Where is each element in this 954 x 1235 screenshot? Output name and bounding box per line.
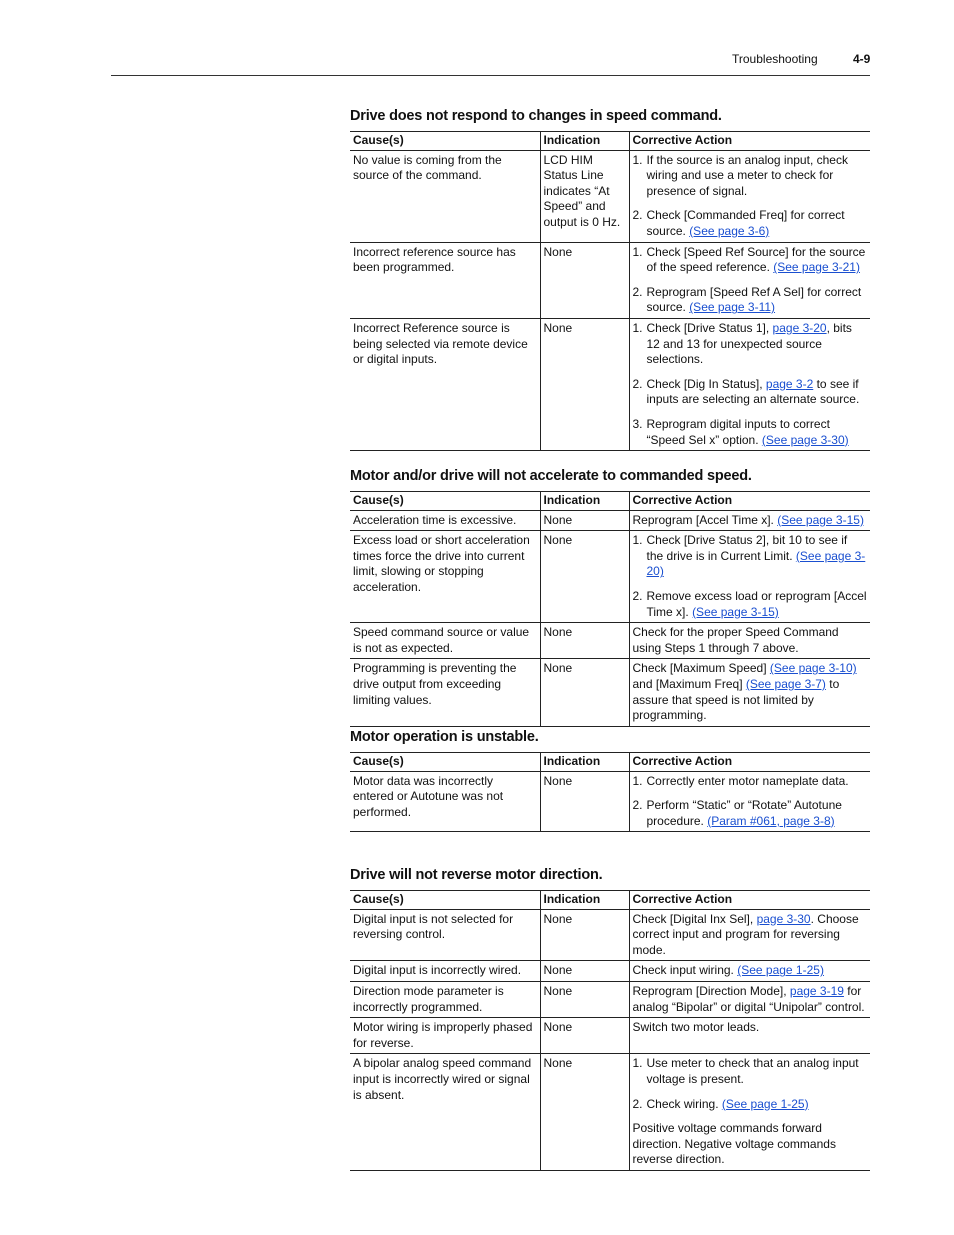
- indication-header: Indication: [540, 753, 629, 772]
- text-run: and [Maximum Freq]: [632, 676, 746, 691]
- indication-cell: None: [540, 1018, 629, 1054]
- step-number: 1.: [632, 152, 643, 167]
- action-cell: [629, 242, 870, 318]
- step-number: 1.: [632, 1056, 643, 1071]
- page-link[interactable]: (See page 3-6): [689, 223, 770, 238]
- step-text: [647, 774, 868, 790]
- action-cell: [629, 531, 870, 623]
- indication-cell: LCD HIM Status Line indicates “At Speed” and output is 0 Hz.: [540, 150, 629, 242]
- indication-cell: None: [540, 510, 629, 531]
- step-text: [647, 153, 868, 200]
- text-run: , bits 12 and 13 for unexpected source selections.: [646, 320, 852, 367]
- text-run: to assure that speed is not limited by programming.: [632, 676, 840, 723]
- action-step: [633, 1056, 868, 1087]
- text-run: Check [Digital Inx Sel],: [632, 911, 757, 926]
- cause-header: Cause(s): [350, 492, 540, 511]
- action-step: [633, 533, 868, 580]
- text-run: Perform “Static” or “Rotate” Autotune procedure.: [646, 798, 842, 828]
- cause-header: Cause(s): [350, 753, 540, 772]
- action-cell: [629, 510, 870, 531]
- action-text: [633, 661, 868, 723]
- section-title: Drive will not reverse motor direction.: [350, 867, 603, 883]
- action-cell: [629, 1054, 870, 1171]
- action-header: Corrective Action: [629, 492, 870, 511]
- cause-cell: Digital input is incorrectly wired.: [350, 961, 540, 982]
- table-row: [350, 150, 870, 242]
- step-number: 2.: [632, 284, 643, 299]
- page-link[interactable]: (See page 1-25): [737, 963, 824, 978]
- table-row: [350, 1018, 870, 1054]
- text-run: Check [Dig In Status],: [646, 376, 766, 391]
- step-text: [647, 1056, 868, 1087]
- indication-cell: None: [540, 909, 629, 961]
- action-step: [633, 245, 868, 276]
- step-number: 2.: [632, 208, 643, 223]
- table-header-row: [350, 132, 870, 151]
- action-text: [633, 984, 868, 1015]
- cause-cell: A bipolar analog speed command input is incorrectly wired or signal is absent.: [350, 1054, 540, 1171]
- action-list: [633, 245, 868, 316]
- page-link[interactable]: (See page 3-15): [692, 604, 779, 619]
- cause-cell: Acceleration time is excessive.: [350, 510, 540, 531]
- action-step: [633, 377, 868, 408]
- text-run: Check [Maximum Speed]: [632, 661, 770, 676]
- table-row: [350, 318, 870, 450]
- action-step: [633, 153, 868, 200]
- indication-header: Indication: [540, 132, 629, 151]
- action-cell: [629, 909, 870, 961]
- page-link[interactable]: (See page 3-20): [646, 548, 866, 579]
- page-link[interactable]: (See page 3-15): [777, 512, 864, 527]
- indication-cell: None: [540, 1054, 629, 1171]
- text-run: Reprogram [Speed Ref A Sel] for correct source.: [646, 284, 862, 315]
- text-run: Correctly enter motor nameplate data.: [646, 773, 849, 788]
- action-list: [633, 774, 868, 830]
- text-run: Check wiring.: [646, 1096, 722, 1111]
- action-step: [633, 774, 868, 790]
- section-title: Motor and/or drive will not accelerate to commanded speed.: [350, 468, 752, 484]
- text-run: If the source is an analog input, check wiring and use a meter to check for presence of signal.: [646, 152, 848, 198]
- section-title: Drive does not respond to changes in speed command.: [350, 108, 722, 124]
- cause-header: Cause(s): [350, 132, 540, 151]
- troubleshooting-table: [350, 890, 870, 1171]
- step-number: 2.: [632, 798, 643, 813]
- action-cell: [629, 623, 870, 659]
- cause-cell: No value is coming from the source of the command.: [350, 150, 540, 242]
- action-text: [633, 963, 868, 979]
- action-step: [633, 417, 868, 448]
- page-link[interactable]: (See page 3-21): [773, 260, 860, 275]
- page-link[interactable]: (See page 3-10): [769, 661, 857, 676]
- table-row: [350, 531, 870, 623]
- action-cell: [629, 318, 870, 450]
- action-header: Corrective Action: [629, 132, 870, 151]
- indication-cell: None: [540, 961, 629, 982]
- indication-cell: None: [540, 242, 629, 318]
- section-no-speed-response: [350, 108, 870, 451]
- text-run: . Choose correct input and program for reversing mode.: [632, 911, 859, 957]
- step-text: [647, 798, 868, 829]
- page-link[interactable]: (See page 3-11): [689, 300, 776, 315]
- indication-cell: None: [540, 981, 629, 1017]
- text-run: for analog “Bipolar” or digital “Unipolar” control.: [632, 983, 865, 1014]
- action-step: [633, 285, 868, 316]
- troubleshooting-table: [350, 752, 870, 832]
- table-row: [350, 510, 870, 531]
- table-row: [350, 771, 870, 832]
- action-text: [633, 912, 868, 959]
- cause-cell: Programming is preventing the drive output from exceeding limiting values.: [350, 659, 540, 726]
- step-text: [647, 208, 868, 239]
- action-cell: [629, 150, 870, 242]
- page-link[interactable]: page 3-2: [765, 376, 814, 391]
- action-cell: [629, 1018, 870, 1054]
- action-step: [633, 1097, 868, 1113]
- table-row: [350, 1054, 870, 1171]
- section-no-reverse: [350, 867, 870, 1171]
- table-header-row: [350, 891, 870, 910]
- text-run: Reprogram [Accel Time x].: [632, 512, 778, 527]
- cause-cell: Excess load or short acceleration times force the drive into current limit, slowing or stopping acceleration.: [350, 531, 540, 623]
- text-run: Switch two motor leads.: [632, 1020, 760, 1035]
- table-row: [350, 659, 870, 726]
- step-text: [647, 1097, 868, 1113]
- text-run: Check [Drive Status 2], bit 10 to see if the drive is in Current Limit.: [646, 533, 848, 563]
- section-unstable: [350, 729, 870, 832]
- action-cell: [629, 981, 870, 1017]
- cause-cell: Digital input is not selected for reversing control.: [350, 909, 540, 961]
- table-header-row: [350, 753, 870, 772]
- action-list: [633, 533, 868, 620]
- header-section-title: Troubleshooting: [732, 52, 818, 66]
- text-run: Check [Drive Status 1],: [646, 320, 773, 335]
- page-link[interactable]: (Param #061, page 3-8): [707, 813, 835, 828]
- step-number: 2.: [632, 376, 643, 391]
- text-run: to see if inputs are selecting an alternate source.: [646, 376, 860, 407]
- cause-cell: Motor data was incorrectly entered or Autotune was not performed.: [350, 771, 540, 832]
- indication-header: Indication: [540, 891, 629, 910]
- action-header: Corrective Action: [629, 891, 870, 910]
- table-row: [350, 909, 870, 961]
- table-row: [350, 623, 870, 659]
- action-step: [633, 208, 868, 239]
- action-header: Corrective Action: [629, 753, 870, 772]
- table-row: [350, 242, 870, 318]
- cause-cell: Incorrect reference source has been programmed.: [350, 242, 540, 318]
- text-run: Remove excess load or reprogram [Accel Time x].: [646, 588, 867, 619]
- text-run: Check input wiring.: [632, 963, 738, 978]
- page-link[interactable]: page 3-19: [789, 983, 844, 998]
- section-no-accelerate: [350, 468, 870, 727]
- step-number: 2.: [632, 588, 643, 603]
- step-text: [647, 533, 868, 580]
- step-text: [647, 321, 868, 368]
- step-text: [647, 589, 868, 620]
- header-page-number: 4-9: [853, 52, 871, 66]
- action-list: [633, 153, 868, 240]
- table-row: [350, 961, 870, 982]
- step-number: 2.: [632, 1096, 643, 1111]
- cause-cell: Speed command source or value is not as expected.: [350, 623, 540, 659]
- text-run: Check [Speed Ref Source] for the source of the speed reference.: [646, 244, 866, 275]
- step-text: [647, 285, 868, 316]
- text-run: Check for the proper Speed Command using Steps 1 through 7 above.: [632, 625, 839, 655]
- indication-cell: None: [540, 771, 629, 832]
- page-link[interactable]: page 3-30: [756, 911, 811, 926]
- action-step: [633, 589, 868, 620]
- cause-cell: Direction mode parameter is incorrectly programmed.: [350, 981, 540, 1017]
- step-number: 1.: [632, 320, 643, 335]
- table-header-row: [350, 492, 870, 511]
- text-run: Use meter to check that an analog input voltage is present.: [646, 1056, 859, 1086]
- action-step: [633, 321, 868, 368]
- step-number: 1.: [632, 244, 643, 259]
- indication-cell: None: [540, 623, 629, 659]
- action-cell: [629, 659, 870, 726]
- action-text: [633, 513, 868, 529]
- step-text: [647, 245, 868, 276]
- header-rule: [111, 75, 870, 76]
- action-text: [633, 1020, 868, 1036]
- indication-header: Indication: [540, 492, 629, 511]
- action-text: [633, 625, 868, 656]
- page-link[interactable]: page 3-20: [772, 320, 827, 335]
- step-number: 1.: [632, 533, 643, 548]
- step-number: 3.: [632, 416, 643, 431]
- action-note: Positive voltage commands forward direction. Negative voltage commands reverse direction.: [632, 1121, 836, 1167]
- action-list: [633, 1056, 868, 1112]
- section-title: Motor operation is unstable.: [350, 729, 539, 745]
- cause-header: Cause(s): [350, 891, 540, 910]
- text-run: Reprogram [Direction Mode],: [632, 983, 790, 998]
- step-text: [647, 377, 868, 408]
- text-run: Check [Commanded Freq] for correct source.: [646, 208, 845, 238]
- troubleshooting-table: [350, 131, 870, 451]
- indication-cell: None: [540, 659, 629, 726]
- step-text: [647, 417, 868, 448]
- action-cell: [629, 961, 870, 982]
- troubleshooting-table: [350, 491, 870, 727]
- action-list: [633, 321, 868, 448]
- action-step: [633, 798, 868, 829]
- cause-cell: Motor wiring is improperly phased for reverse.: [350, 1018, 540, 1054]
- indication-cell: None: [540, 531, 629, 623]
- page-link[interactable]: (See page 1-25): [721, 1096, 809, 1111]
- page-link[interactable]: (See page 3-30): [761, 432, 849, 447]
- step-number: 1.: [632, 773, 643, 788]
- page-link[interactable]: (See page 3-7): [745, 676, 826, 691]
- indication-cell: None: [540, 318, 629, 450]
- cause-cell: Incorrect Reference source is being selected via remote device or digital inputs.: [350, 318, 540, 450]
- text-run: Reprogram digital inputs to correct “Speed Sel x” option.: [646, 416, 830, 447]
- action-cell: [629, 771, 870, 832]
- table-row: [350, 981, 870, 1017]
